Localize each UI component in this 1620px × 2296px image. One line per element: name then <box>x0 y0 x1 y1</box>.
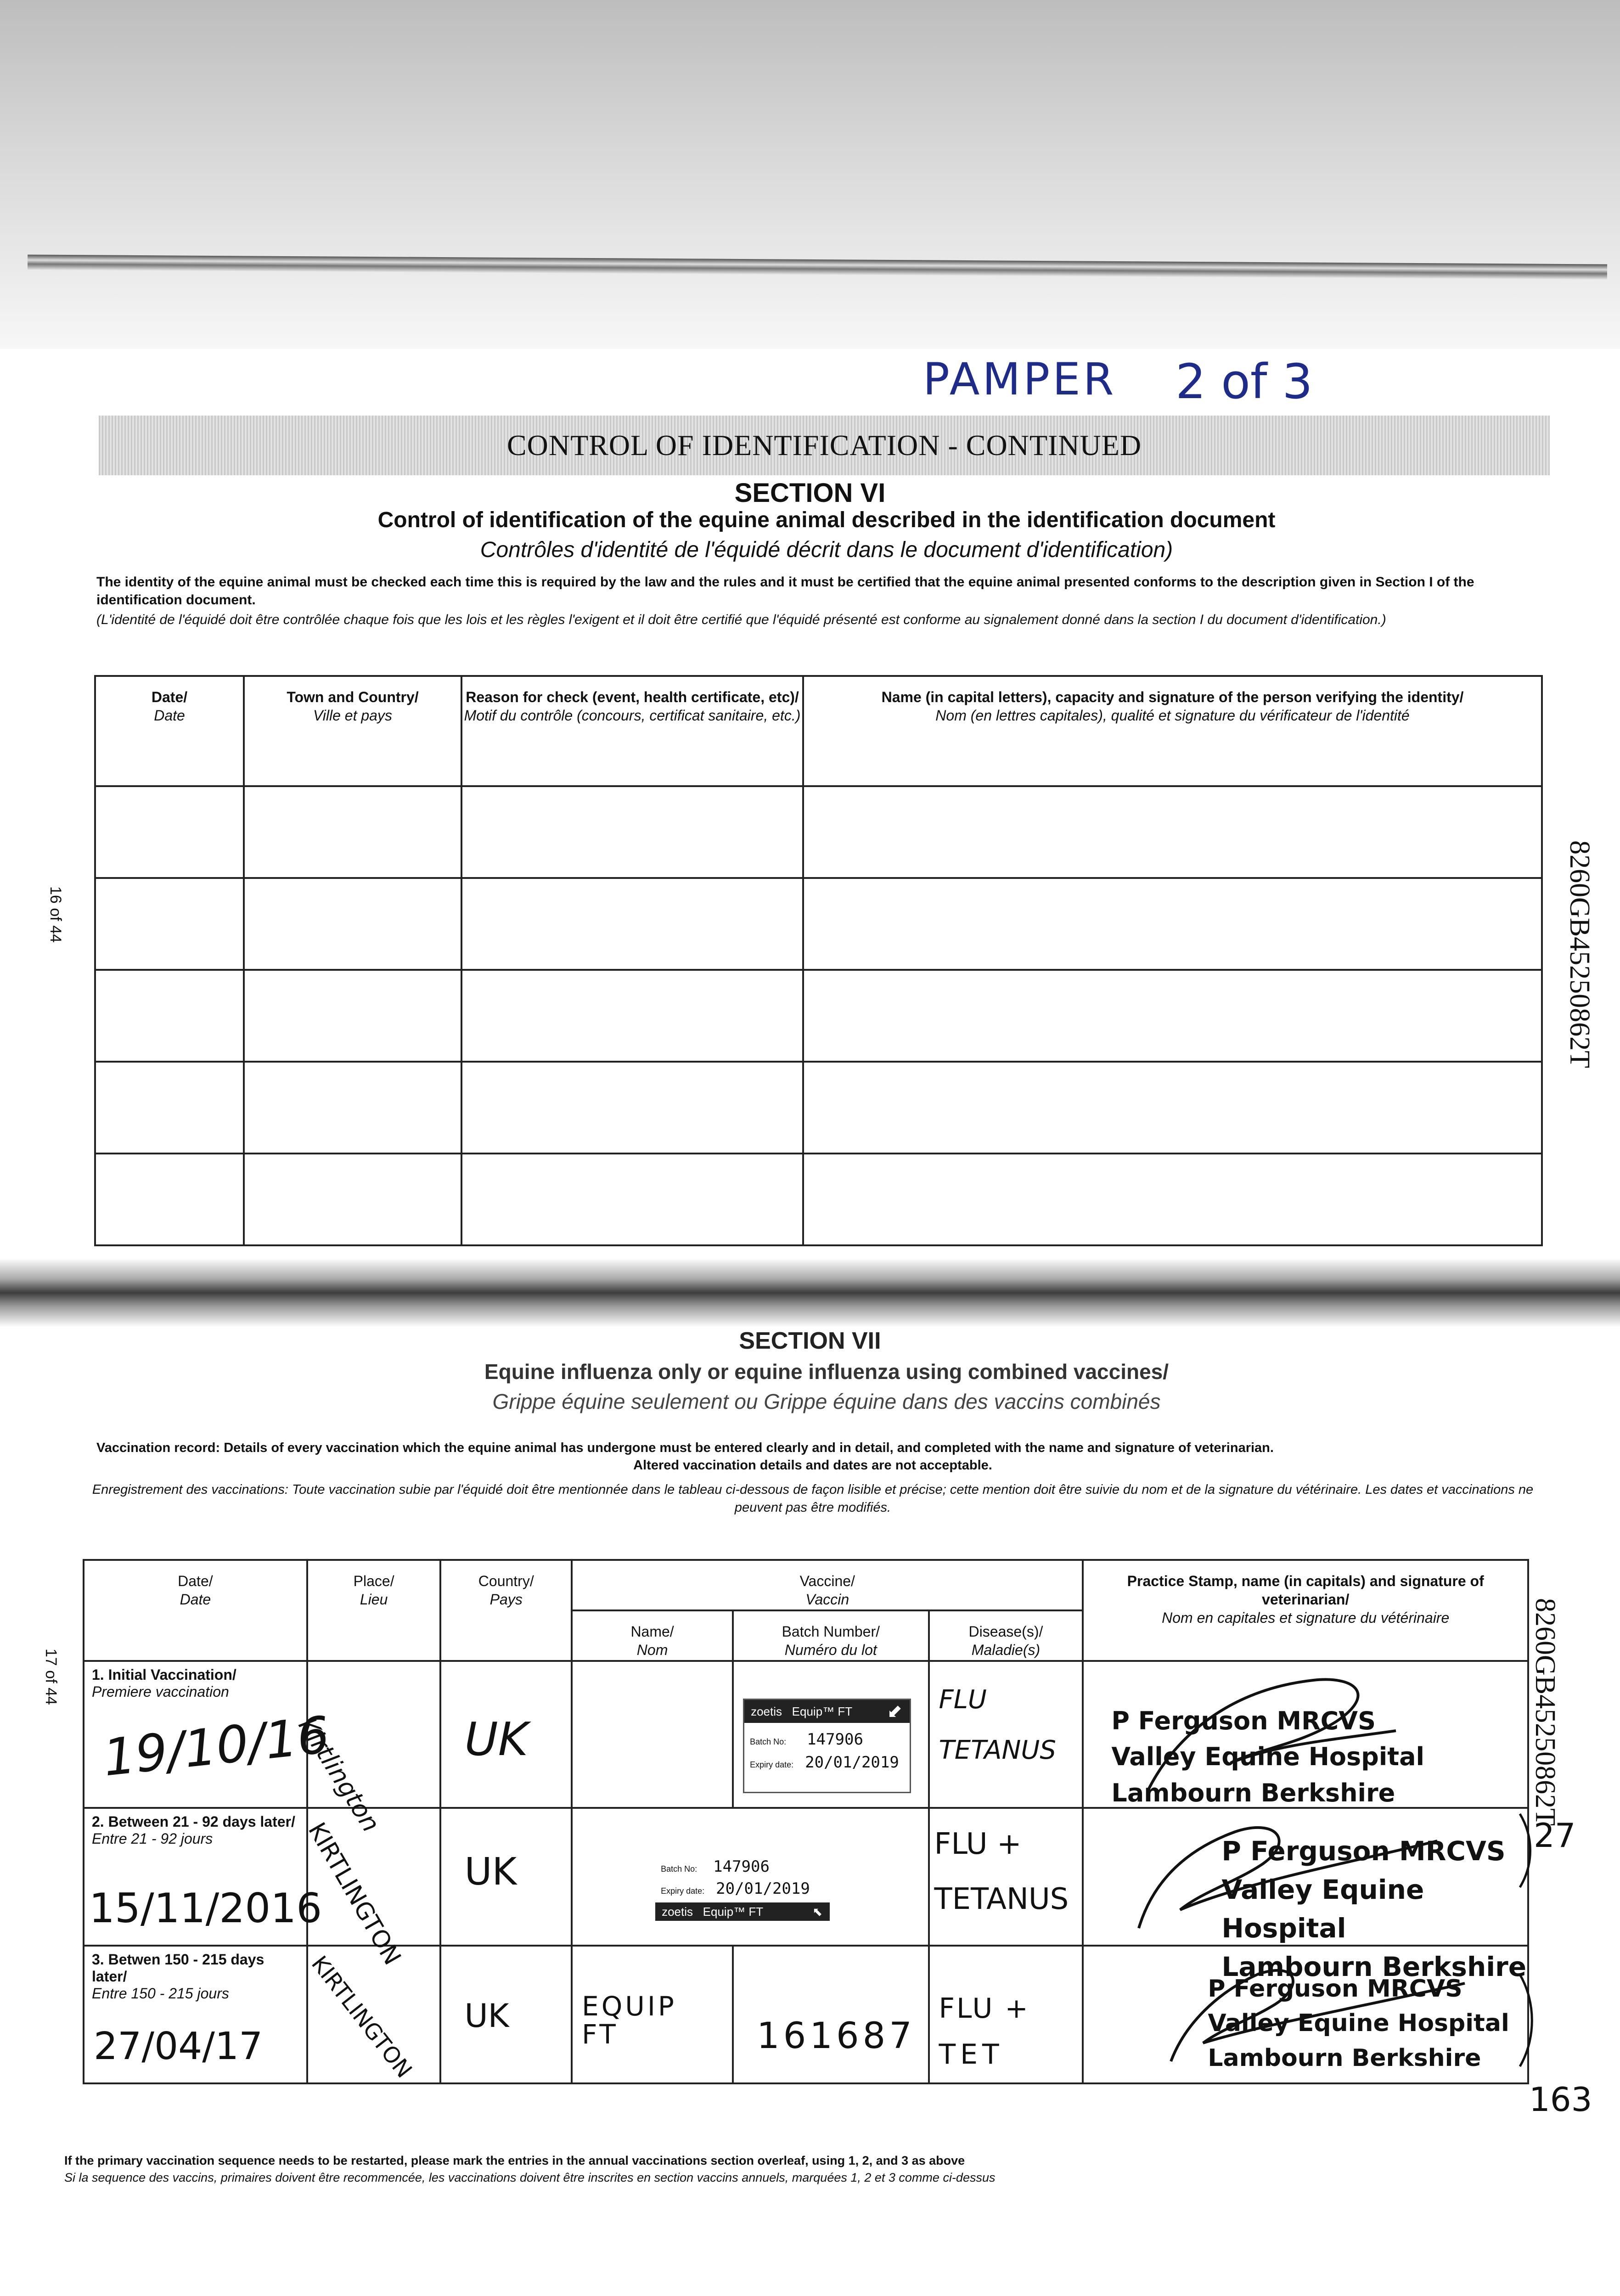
col-place-header: Place/ Lieu <box>307 1560 441 1661</box>
row1-disease1: FLU <box>939 1685 987 1715</box>
row3-batch: 161687 <box>757 2015 916 2057</box>
table-row: 1. Initial Vaccination/ Premiere vaccination 19/10/16 Kirtlington UK zoetis Equip™ FT ⬋ Batch No: 147906 Expiry date: 20/01/2019 FLU TETANUS P Ferguson MRCVS Valley Equine Hospital Lambourn Berkshire <box>84 1661 1528 1808</box>
row1-place: Kirtlington <box>292 1712 386 1837</box>
part-handwritten: 2 of 3 <box>1176 354 1313 410</box>
section7-instructions-fr: Enregistrement des vaccinations: Toute vaccination subie par l'équidé doit être mentionnée dans le tableau ci-dessous de façon lisible et précise; cette mention doit être suivie du nom et de la signature du vétérinaire. Les dates et vaccinations ne peuvent pas être modifiés. <box>92 1482 1534 1515</box>
margin-note-lower: 163 <box>1529 2080 1592 2119</box>
table-row: 3. Betwen 150 - 215 days later/ Entre 150 - 215 jours 27/04/17 KIRTLINGTON UK EQUIP FT 161687 FLU + TET P Ferguson MRCVS Valley Equine Hospital Lambourn Berkshire <box>84 1946 1528 2083</box>
table-row: 2. Between 21 - 92 days later/ Entre 21 - 92 jours 15/11/2016 KIRTLINGTON UK Batch No: 147906 Expiry date: 20/01/2019 zoetis Equip™ FT ⬉ FLU + TETANUS P Ferguson MRCVS Valley Equine Hospital Lambourn Berkshire <box>84 1808 1528 1946</box>
scan-smear <box>0 1258 1620 1327</box>
table-row <box>95 786 1542 878</box>
banner-title: CONTROL OF IDENTIFICATION - CONTINUED <box>99 416 1550 475</box>
section7-title: SECTION VII <box>739 1328 881 1354</box>
col-vet-header: Practice Stamp, name (in capitals) and signature of veterinarian/ Nom en capitales et signature du vétérinaire <box>1083 1560 1528 1661</box>
vaccination-table <box>83 1559 1529 2084</box>
col-verifier-header: Name (in capital letters), capacity and signature of the person verifying the identity/ Nom (en lettres capitales), qualité et signature du vérificateur de l'identité <box>803 676 1542 786</box>
table-row <box>95 970 1542 1062</box>
section6-subtitle-en: Control of identification of the equine animal described in the identification document <box>377 508 1276 532</box>
table-row <box>95 1154 1542 1245</box>
col-date-header: Date/ Date <box>84 1560 307 1661</box>
scan-shadow <box>0 0 1620 349</box>
page-number-upper: 16 of 44 <box>47 886 64 943</box>
row2-country: UK <box>464 1850 517 1894</box>
margin-brackets <box>1515 1809 1543 2094</box>
row2-place: KIRTLINGTON <box>302 1818 406 1970</box>
arrow-icon: ⬉ <box>812 1905 823 1919</box>
col-reason-header: Reason for check (event, health certificate, etc)/ Motif du contrôle (concours, certificat sanitaire, etc.) <box>461 676 803 786</box>
row3-country: UK <box>464 1997 509 2035</box>
section6-subtitle-fr: Contrôles d'identité de l'équidé décrit dans le document d'identification) <box>480 538 1173 562</box>
passport-number-upper: 8260GB45250862T <box>1564 840 1595 1068</box>
col-batch-header: Batch Number/ Numéro du lot <box>733 1610 928 1661</box>
row2-date: 15/11/2016 <box>89 1885 322 1932</box>
row1-date: 19/10/16 <box>100 1705 332 1788</box>
row1-batch-sticker: zoetis Equip™ FT ⬋ Batch No: 147906 Expiry date: 20/01/2019 <box>743 1699 911 1793</box>
row3-vet-stamp: P Ferguson MRCVS Valley Equine Hospital Lambourn Berkshire <box>1208 1975 1509 2072</box>
row3-signature <box>1153 1951 1474 2080</box>
row2-disease1: FLU + <box>934 1827 1022 1861</box>
table-row <box>95 1062 1542 1154</box>
section7-subtitle-en: Equine influenza only or equine influenza using combined vaccines/ <box>484 1360 1169 1384</box>
row3-place: KIRTLINGTON <box>306 1951 417 2083</box>
horse-name-handwritten: PAMPER <box>923 354 1117 405</box>
section7-subtitle-fr: Grippe équine seulement ou Grippe équine dans des vaccins combinés <box>492 1390 1161 1413</box>
col-name-header: Name/ Nom <box>572 1610 733 1661</box>
row1-disease2: TETANUS <box>939 1735 1056 1765</box>
row2-batch-sticker: Batch No: 147906 Expiry date: 20/01/2019 zoetis Equip™ FT ⬉ <box>655 1855 830 1928</box>
passport-number-lower: 8260GB45250862T <box>1530 1598 1561 1826</box>
row3-date: 27/04/17 <box>94 2025 263 2068</box>
section6-instructions-en: The identity of the equine animal must be checked each time this is required by the law and the rules and it must be certified that the equine animal presented conforms to the description given in Section I of the identification document. <box>96 574 1474 608</box>
section6-instructions-fr: (L'identité de l'équidé doit être contrôlée chaque fois que les lois et les règles l'exigent et il doit être certifié que l'équidé présenté est conforme au signalement donné dans la section I du document d'identification.) <box>96 612 1386 627</box>
row1-country: UK <box>464 1712 529 1766</box>
footer-fr: Si la sequence des vaccins, primaires doivent être recommencée, les vaccinations doivent être inscrites en section vaccins annuels, marquées 1, 2 et 3 comme ci-dessus <box>64 2171 996 2184</box>
identity-check-table <box>94 675 1543 1246</box>
section7-instructions-en2: Altered vaccination details and dates are not acceptable. <box>633 1458 992 1473</box>
arrow-icon: ⬋ <box>887 1701 903 1722</box>
footer-en: If the primary vaccination sequence needs to be restarted, please mark the entries in the annual vaccinations section overleaf, using 1, 2, and 3 as above <box>64 2154 965 2167</box>
section6-title: SECTION VI <box>734 478 886 508</box>
row1-signature <box>1139 1671 1414 1804</box>
col-date-header: Date/ Date <box>95 676 244 786</box>
row2-disease2: TETANUS <box>934 1882 1069 1916</box>
row2-vet-stamp: P Ferguson MRCVS Valley Equine Hospital Lambourn Berkshire <box>1221 1835 1527 1983</box>
row3-vaccine-name: EQUIP FT <box>582 1991 677 2050</box>
row3-disease1: FLU + <box>939 1992 1030 2025</box>
row1-vet-stamp: P Ferguson MRCVS Valley Equine Hospital Lambourn Berkshire <box>1111 1706 1425 1807</box>
col-country-header: Country/ Pays <box>440 1560 572 1661</box>
margin-note-upper: 27 <box>1534 1816 1576 1855</box>
page-number-lower: 17 of 44 <box>42 1649 60 1705</box>
table-row <box>95 878 1542 970</box>
row3-disease2: TET <box>939 2038 1004 2071</box>
col-town-header: Town and Country/ Ville et pays <box>244 676 461 786</box>
row2-signature <box>1125 1813 1446 1942</box>
section7-instructions-en: Vaccination record: Details of every vaccination which the equine animal has undergone must be entered clearly and in detail, and completed with the name and signature of veterinarian. <box>96 1441 1274 1455</box>
col-vaccine-header: Vaccine/ Vaccin <box>572 1560 1083 1610</box>
col-disease-header: Disease(s)/ Maladie(s) <box>929 1610 1083 1661</box>
